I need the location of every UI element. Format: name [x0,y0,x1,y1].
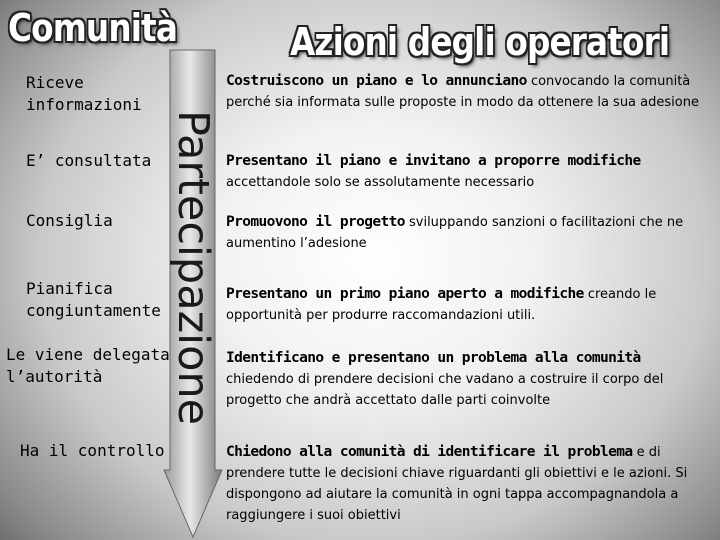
action-text: convocando la comunità perché sia informata sulle proposte in modo da ottenere la sua adesione [226,74,699,110]
level-pianifica: Pianifica congiuntamente [26,279,161,320]
community-title: Comunità [8,6,178,50]
level-controllo: Ha il controllo [20,441,165,460]
action-item [226,150,712,192]
action-text: sviluppando sanzioni o facilitazioni che ne aumentino l’adesione [226,215,684,251]
action-lead: Costruiscono un piano e lo annunciano [226,73,527,89]
level-delegata: Le viene delegata l’autorità [6,345,170,386]
action-lead: Identificano e presentano un problema alla comunità [226,350,641,366]
action-lead: Promuovono il progetto [226,214,405,230]
action-text: chiedendo di prendere decisioni che vadano a costruire il corpo del progetto che andrà accettato dalle parti coinvolte [226,372,664,408]
action-item [226,211,712,253]
action-item [226,441,712,525]
action-item [226,283,712,325]
action-item [226,70,712,112]
arrow-label: Partecipazione [168,110,218,426]
level-consiglia: Consiglia [26,211,113,230]
level-riceve-informazioni: Riceve informazioni [26,73,142,114]
level-consultata: E’ consultata [26,151,152,170]
action-item [226,347,712,410]
action-lead: Presentano il piano e invitano a proporre modifiche [226,153,641,169]
action-lead: Presentano un primo piano aperto a modifiche [226,286,584,302]
action-text: accettandole solo se assolutamente necessario [226,175,535,190]
action-text: creando le opportunità per produrre raccomandazioni utili. [226,287,657,323]
action-lead: Chiedono alla comunità di identificare il problema [226,444,633,460]
action-text: e di prendere tutte le decisioni chiave riguardanti gli obiettivi e le azioni. Si dispongono ad aiutare la comunità in ogni tappa accompagnandola a raggiungere i suoi obiettivi [226,445,688,523]
operators-actions-title: Azioni degli operatori [290,20,670,64]
